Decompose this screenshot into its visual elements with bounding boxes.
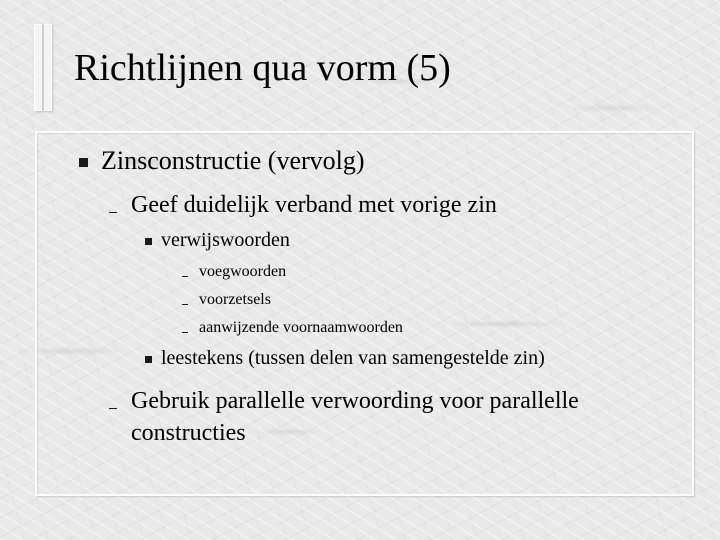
dash-bullet-icon [109,212,117,213]
square-bullet-icon [145,238,152,245]
dash-bullet-icon [109,408,117,409]
bullet-item-level1: Zinsconstructie (vervolg) [101,146,365,175]
bullet-item-continuation: constructies [131,420,246,446]
bullet-item-level3: leestekens (tussen delen van samengestelde zin) [161,347,545,369]
bullet-item-level4: voorzetsels [199,291,271,308]
bullet-item-level3: verwijswoorden [161,229,290,251]
slide-title: Richtlijnen qua vorm (5) [74,47,451,89]
square-bullet-icon [145,356,152,363]
bullet-item-level2: Geef duidelijk verband met vorige zin [131,192,497,218]
bullet-item-level4: voegwoorden [199,263,287,280]
bullet-item-level4: aanwijzende voornaamwoorden [199,319,403,336]
dash-bullet-icon [182,304,188,305]
dash-bullet-icon [182,332,188,333]
square-bullet-icon [79,158,88,167]
dash-bullet-icon [182,276,188,277]
bullet-item-level2: Gebruik parallelle verwoording voor parallelle [131,388,579,414]
